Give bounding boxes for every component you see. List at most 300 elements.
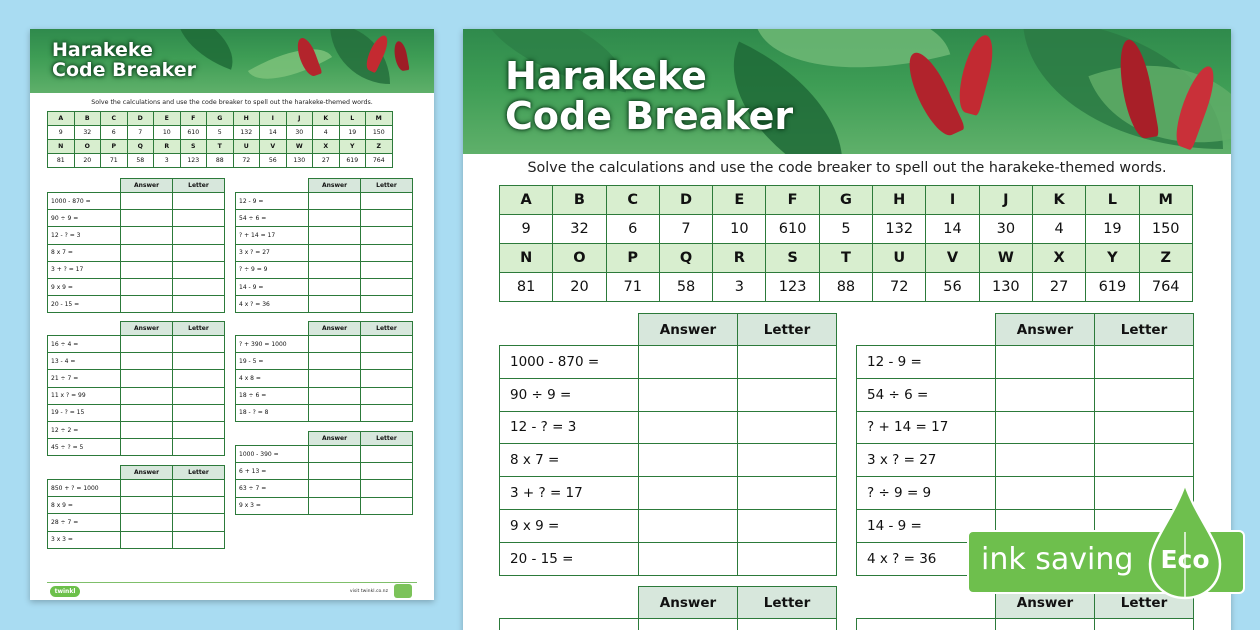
table-row [48,227,225,244]
header-spacer [48,466,121,480]
code-letter-cell: K [313,112,340,126]
letter-header: Letter [738,314,837,346]
code-letter-cell: F [180,112,207,126]
letter-cell[interactable] [738,542,837,575]
code-number-cell: 5 [819,215,872,244]
question-cell: 16 ÷ 4 = [48,336,121,353]
code-letter-cell: Y [1086,244,1139,273]
code-letter-cell: R [713,244,766,273]
letter-cell[interactable] [361,227,413,244]
footer-url[interactable]: visit twinkl.co.nz [349,589,388,594]
answer-cell[interactable] [309,244,361,261]
answer-header: Answer [309,179,361,193]
code-number-cell: 81 [500,273,553,302]
code-number-cell: 132 [233,126,260,140]
table-row [857,444,1194,477]
question-table [499,313,837,576]
letter-header: Letter [361,179,413,193]
letter-cell[interactable] [173,421,225,438]
code-breaker-grid [499,185,1193,302]
table-row [236,210,413,227]
code-number-cell: 71 [101,154,128,168]
code-letter-cell: X [313,140,340,154]
answer-header: Answer [309,432,361,446]
table-row [236,353,413,370]
table-row [48,193,225,210]
question-cell: 28 ÷ 7 = [48,514,121,531]
table-row [236,404,413,421]
question-cell: 20 - 15 = [500,542,639,575]
letter-cell[interactable] [1095,346,1194,379]
code-letter-cell: D [127,112,154,126]
letter-cell[interactable] [361,244,413,261]
table-row [857,346,1194,379]
letter-cell[interactable] [173,531,225,548]
code-number-cell: 10 [713,215,766,244]
table-row [857,477,1194,510]
title-line-2: Code Breaker [52,58,197,81]
table-row [500,619,837,630]
page-footer [30,582,434,600]
question-cell: 12 ÷ 2 = [48,421,121,438]
header-banner [30,29,434,93]
title-line-2: Code Breaker [505,93,794,138]
letter-cell[interactable] [173,336,225,353]
code-number-cell: 610 [766,215,819,244]
code-number-cell: 610 [180,126,207,140]
code-number-cell: 9 [48,126,75,140]
letter-cell[interactable] [173,244,225,261]
table-row [48,353,225,370]
code-number-cell: 56 [260,154,287,168]
code-number-cell: 30 [979,215,1032,244]
letter-cell[interactable] [738,619,837,630]
letter-cell[interactable] [361,463,413,480]
answer-cell[interactable] [996,619,1095,630]
table-row [857,411,1194,444]
letter-cell[interactable] [738,509,837,542]
question-cell: 1000 - 870 = [500,346,639,379]
question-cell [857,619,996,630]
letter-cell[interactable] [361,480,413,497]
code-number-cell: 56 [926,273,979,302]
answer-header: Answer [639,587,738,619]
question-cell: 850 + ? = 1000 [48,480,121,497]
question-cell: 8 x 9 = [48,497,121,514]
letter-cell[interactable] [173,480,225,497]
letter-header: Letter [361,322,413,336]
question-cell: 45 ÷ ? = 5 [48,439,121,456]
letter-cell[interactable] [361,278,413,295]
header-spacer [48,322,121,336]
answer-cell[interactable] [309,227,361,244]
code-number-cell: 88 [207,154,234,168]
question-table [235,321,413,422]
table-row [236,446,413,463]
letter-header: Letter [173,466,225,480]
code-letter-cell: X [1032,244,1085,273]
answer-cell[interactable] [309,261,361,278]
code-number-cell: 32 [74,126,101,140]
table-header-row [236,322,413,336]
code-number-cell: 4 [313,126,340,140]
code-letter-cell: C [101,112,128,126]
letter-cell[interactable] [173,278,225,295]
question-cell: 1000 - 870 = [48,193,121,210]
answer-cell[interactable] [309,387,361,404]
answer-cell[interactable] [309,497,361,514]
table-row [236,480,413,497]
answer-cell[interactable] [309,463,361,480]
answer-cell[interactable] [996,411,1095,444]
question-table [47,321,225,456]
code-letter-cell: I [926,186,979,215]
question-cell: 54 ÷ 6 = [236,210,309,227]
question-cell: 9 x 9 = [500,509,639,542]
code-number-cell: 5 [207,126,234,140]
answer-cell[interactable] [121,404,173,421]
code-letter-cell: U [233,140,260,154]
letter-cell[interactable] [173,193,225,210]
header-spacer [857,314,996,346]
code-number-cell: 764 [366,154,393,168]
code-letter-cell: P [101,140,128,154]
answer-cell[interactable] [309,336,361,353]
answer-cell[interactable] [309,193,361,210]
letter-header: Letter [173,322,225,336]
question-cell: 6 + 13 = [236,463,309,480]
letter-cell[interactable] [173,261,225,278]
code-letter-cell: T [207,140,234,154]
table-row [48,244,225,261]
answer-cell[interactable] [996,346,1095,379]
code-number-cell: 81 [48,154,75,168]
ink-saving-text: ink saving [981,542,1134,577]
answer-cell[interactable] [121,227,173,244]
table-row [48,404,225,421]
table-row [48,296,225,313]
code-letter-cell: V [260,140,287,154]
table-row [236,278,413,295]
code-letter-cell: U [873,244,926,273]
answer-cell[interactable] [121,210,173,227]
letter-cell[interactable] [173,353,225,370]
answer-cell[interactable] [121,514,173,531]
answer-cell[interactable] [639,444,738,477]
question-cell: 20 - 15 = [48,296,121,313]
answer-cell[interactable] [121,244,173,261]
code-letter-cell: L [1086,186,1139,215]
instructions: Solve the calculations and use the code breaker to spell out the harakeke-themed words. [91,99,373,106]
header-banner [463,29,1231,154]
code-number-cell: 130 [286,154,313,168]
twinkl-logo[interactable]: twinkl [50,586,80,597]
code-number-cell: 19 [1086,215,1139,244]
table-header-row [48,322,225,336]
answer-cell[interactable] [121,336,173,353]
question-cell: 14 - 9 = [236,278,309,295]
code-number-cell: 27 [1032,273,1085,302]
letter-cell[interactable] [1095,619,1194,630]
code-number-cell: 72 [233,154,260,168]
code-letter-cell: D [659,186,712,215]
question-cell: 14 - 9 = [857,509,996,542]
question-table [47,465,225,549]
table-row [500,509,837,542]
worksheet-thumbnail[interactable] [30,29,434,600]
code-numbers-row-2 [500,273,1193,302]
code-letter-cell: G [819,186,872,215]
answer-cell[interactable] [121,296,173,313]
harakeke-flower-decoration [900,47,965,141]
letter-cell[interactable] [361,404,413,421]
letter-cell[interactable] [173,387,225,404]
header-spacer [500,587,639,619]
answer-cell[interactable] [121,370,173,387]
table-row [236,387,413,404]
code-number-cell: 27 [313,154,340,168]
answer-cell[interactable] [121,261,173,278]
table-row [236,244,413,261]
table-header-row [500,587,837,619]
header-spacer [236,179,309,193]
answer-cell[interactable] [121,497,173,514]
code-letter-cell: C [606,186,659,215]
letter-cell[interactable] [361,210,413,227]
question-cell: 12 - ? = 3 [500,411,639,444]
question-cell: 1000 - 390 = [236,446,309,463]
answer-cell[interactable] [309,446,361,463]
code-letter-cell: F [766,186,819,215]
table-header-row [857,314,1194,346]
table-row [48,336,225,353]
question-cell: 18 - ? = 8 [236,404,309,421]
answer-cell[interactable] [121,353,173,370]
question-cell: 11 x ? = 99 [48,387,121,404]
letter-cell[interactable] [361,261,413,278]
code-letter-cell: S [180,140,207,154]
code-letter-cell: Q [659,244,712,273]
answer-cell[interactable] [996,444,1095,477]
code-letter-cell: V [926,244,979,273]
table-header-row [48,179,225,193]
code-number-cell: 10 [154,126,181,140]
code-letter-cell: N [500,244,553,273]
answer-cell[interactable] [309,370,361,387]
letter-cell[interactable] [361,370,413,387]
answer-cell[interactable] [121,278,173,295]
question-cell: 90 ÷ 9 = [500,378,639,411]
letter-cell[interactable] [1095,411,1194,444]
letter-cell[interactable] [173,296,225,313]
code-letter-cell: R [154,140,181,154]
code-letter-cell: A [48,112,75,126]
header-spacer [500,314,639,346]
answer-cell[interactable] [996,378,1095,411]
code-letter-cell: T [819,244,872,273]
table-row [236,370,413,387]
answer-cell[interactable] [639,346,738,379]
code-letter-cell: Y [339,140,366,154]
letter-cell[interactable] [1095,378,1194,411]
letter-header: Letter [1095,587,1194,619]
letter-cell[interactable] [173,370,225,387]
code-numbers-row-1 [48,126,393,140]
question-cell: 4 x 8 = [236,370,309,387]
answer-cell[interactable] [639,477,738,510]
question-cell: 63 ÷ 7 = [236,480,309,497]
table-row [500,346,837,379]
letter-cell[interactable] [173,497,225,514]
code-letter-cell: M [1139,186,1192,215]
letter-cell[interactable] [361,387,413,404]
letter-cell[interactable] [738,477,837,510]
letter-cell[interactable] [738,346,837,379]
code-letters-row-1 [500,186,1193,215]
flax-leaf-decoration [248,31,332,93]
question-cell: 12 - 9 = [857,346,996,379]
letter-cell[interactable] [361,193,413,210]
table-row [236,193,413,210]
code-number-cell: 58 [127,154,154,168]
table-row [236,296,413,313]
letter-cell[interactable] [173,439,225,456]
answer-cell[interactable] [639,542,738,575]
table-header-row [48,466,225,480]
question-cell: 12 - 9 = [236,193,309,210]
table-row [48,387,225,404]
answer-cell[interactable] [309,480,361,497]
code-letter-cell: Z [366,140,393,154]
table-row [857,619,1194,630]
table-row [500,411,837,444]
letter-cell[interactable] [173,514,225,531]
answer-cell[interactable] [639,509,738,542]
question-cell: 8 x 7 = [48,244,121,261]
letter-cell[interactable] [738,444,837,477]
code-number-cell: 71 [606,273,659,302]
letter-cell[interactable] [361,353,413,370]
answer-header: Answer [309,322,361,336]
code-letter-cell: H [873,186,926,215]
code-letters-row-2 [48,140,393,154]
code-letter-cell: O [553,244,606,273]
code-number-cell: 88 [819,273,872,302]
letter-cell[interactable] [1095,444,1194,477]
letter-cell[interactable] [361,446,413,463]
answer-cell[interactable] [309,296,361,313]
answer-cell[interactable] [996,477,1095,510]
letter-header: Letter [173,179,225,193]
question-cell: ? + 390 = 1000 [236,336,309,353]
code-number-cell: 4 [1032,215,1085,244]
letter-cell[interactable] [173,404,225,421]
code-letter-cell: I [260,112,287,126]
letter-cell[interactable] [361,336,413,353]
question-table [499,586,837,630]
answer-cell[interactable] [121,439,173,456]
code-letter-cell: O [74,140,101,154]
code-letter-cell: L [339,112,366,126]
code-letter-cell: K [1032,186,1085,215]
question-table [47,178,225,313]
letter-header: Letter [738,587,837,619]
answer-cell[interactable] [121,421,173,438]
code-number-cell: 6 [101,126,128,140]
question-cell: 3 + ? = 17 [48,261,121,278]
answer-cell[interactable] [121,387,173,404]
table-header-row [500,314,837,346]
code-letter-cell: E [154,112,181,126]
code-number-cell: 9 [500,215,553,244]
code-letter-cell: E [713,186,766,215]
question-cell: 9 x 3 = [236,497,309,514]
code-number-cell: 619 [339,154,366,168]
letter-cell[interactable] [173,227,225,244]
answer-cell[interactable] [121,531,173,548]
code-number-cell: 764 [1139,273,1192,302]
code-number-cell: 20 [74,154,101,168]
table-row [48,278,225,295]
letter-cell[interactable] [173,210,225,227]
question-cell: ? ÷ 9 = 9 [236,261,309,278]
code-number-cell: 14 [260,126,287,140]
table-row [236,463,413,480]
table-row [500,378,837,411]
answer-cell[interactable] [309,353,361,370]
table-row [236,227,413,244]
code-numbers-row-1 [500,215,1193,244]
answer-cell[interactable] [121,193,173,210]
table-row [48,480,225,497]
letter-cell[interactable] [361,296,413,313]
code-letter-cell: S [766,244,819,273]
letter-cell[interactable] [738,411,837,444]
harakeke-flower-decoration [392,40,409,72]
question-cell: 4 x ? = 36 [857,542,996,575]
answer-header: Answer [639,314,738,346]
code-letter-cell: N [48,140,75,154]
code-number-cell: 123 [180,154,207,168]
answer-header: Answer [996,314,1095,346]
answer-cell[interactable] [121,480,173,497]
code-number-cell: 130 [979,273,1032,302]
answer-cell[interactable] [639,378,738,411]
answer-cell[interactable] [309,210,361,227]
answer-cell[interactable] [309,404,361,421]
table-row [236,261,413,278]
letter-cell[interactable] [361,497,413,514]
letter-header: Letter [1095,314,1194,346]
answer-cell[interactable] [639,619,738,630]
code-letters-row-1 [48,112,393,126]
letter-cell[interactable] [738,378,837,411]
question-cell: 19 - ? = 15 [48,404,121,421]
table-row [236,497,413,514]
question-cell: 3 x ? = 27 [857,444,996,477]
code-number-cell: 7 [659,215,712,244]
table-row [48,439,225,456]
question-cell: 3 + ? = 17 [500,477,639,510]
letter-header: Letter [361,432,413,446]
question-cell: 90 ÷ 9 = [48,210,121,227]
code-letter-cell: M [366,112,393,126]
code-number-cell: 32 [553,215,606,244]
question-cell: 18 ÷ 6 = [236,387,309,404]
harakeke-flower-decoration [953,32,999,116]
answer-cell[interactable] [639,411,738,444]
answer-cell[interactable] [309,278,361,295]
